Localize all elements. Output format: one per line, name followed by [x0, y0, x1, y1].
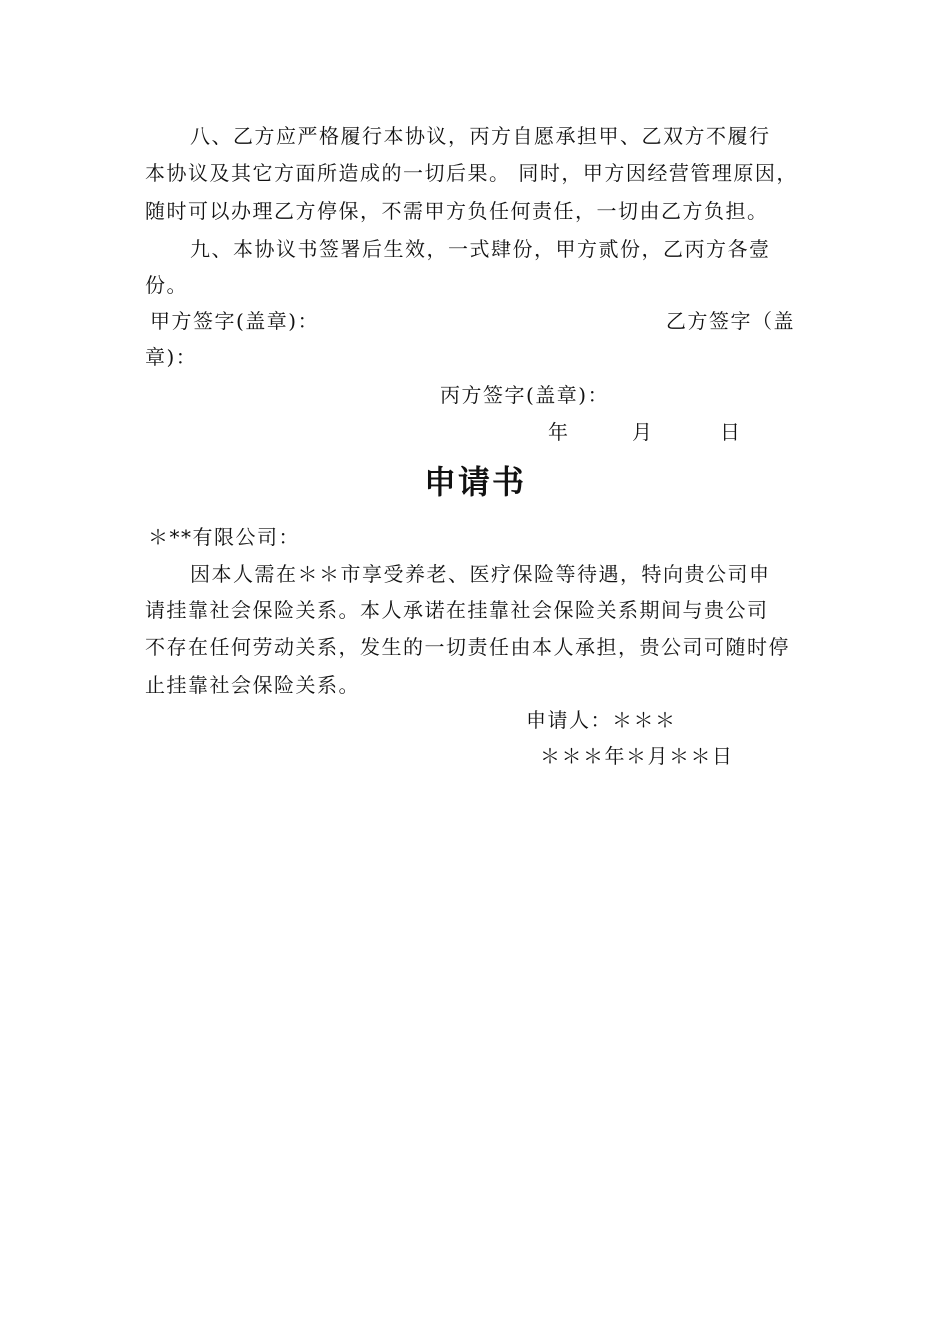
clause-8-line-3: 随时可以办理乙方停保，不需甲方负任何责任，一切由乙方负担。	[145, 199, 769, 223]
clause-9-line-1: 九、本协议书签署后生效，一式肆份，甲方贰份，乙丙方各壹	[190, 237, 771, 261]
application-date: ＊＊＊年＊月＊＊日	[540, 744, 734, 768]
application-title: 申请书	[423, 463, 526, 501]
clause-9-line-2: 份。	[145, 273, 188, 297]
date-day-label: 日	[720, 420, 742, 444]
date-year-label: 年	[548, 420, 570, 444]
application-body-line-4: 止挂靠社会保险关系。	[145, 673, 360, 697]
party-b-signature-label-continued: 章)：	[145, 345, 198, 369]
applicant-label: 申请人：＊＊＊	[526, 708, 677, 732]
application-addressee: ＊**有限公司：	[148, 525, 300, 549]
party-b-signature-label: 乙方签字（盖	[666, 309, 795, 333]
application-body-line-1: 因本人需在＊＊市享受养老、医疗保险等待遇，特向贵公司申	[190, 562, 771, 586]
application-body-line-2: 请挂靠社会保险关系。本人承诺在挂靠社会保险关系期间与贵公司	[145, 598, 769, 622]
date-month-label: 月	[632, 420, 654, 444]
party-c-signature-label: 丙方签字(盖章)：	[440, 383, 610, 407]
party-a-signature-label: 甲方签字(盖章)：	[150, 309, 320, 333]
application-body-line-3: 不存在任何劳动关系，发生的一切责任由本人承担，贵公司可随时停	[145, 635, 790, 659]
clause-8-line-1: 八、乙方应严格履行本协议，丙方自愿承担甲、乙双方不履行	[190, 124, 771, 148]
clause-8-line-2: 本协议及其它方面所造成的一切后果。 同时，甲方因经营管理原因，	[145, 161, 798, 185]
